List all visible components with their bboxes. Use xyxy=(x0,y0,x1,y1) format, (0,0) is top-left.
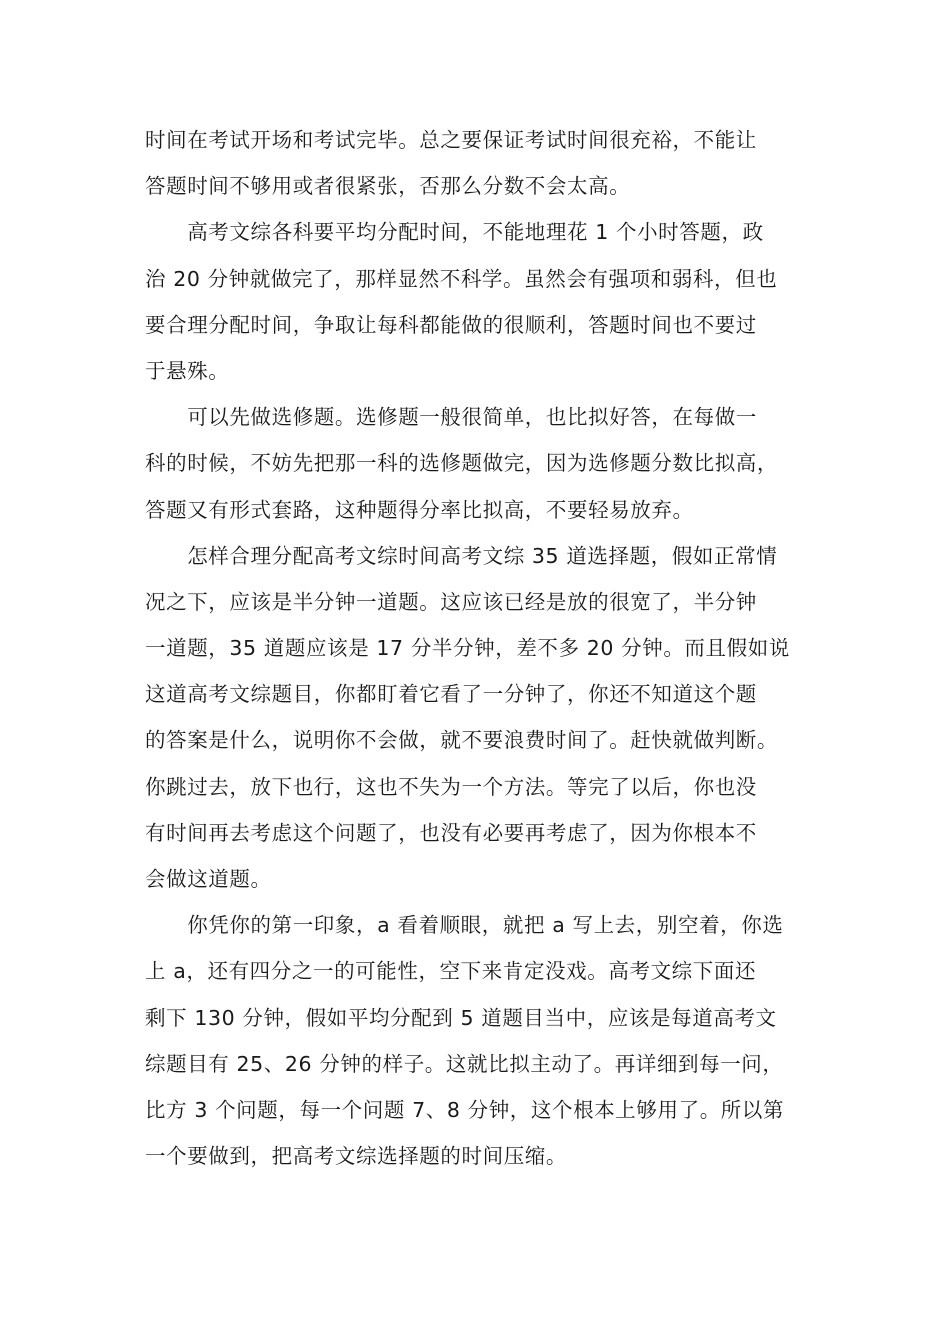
document-body xyxy=(145,117,823,1179)
text-line: 况之下，应该是半分钟一道题。这应该已经是放的很宽了，半分钟 xyxy=(145,589,757,614)
text-line: 时间在考试开场和考试完毕。总之要保证考试时间很充裕，不能让 xyxy=(145,128,757,152)
text-line: 一个要做到，把高考文综选择题的时间压缩。 xyxy=(145,1144,567,1169)
text-line: 比方 3 个问题，每一个问题 7、8 分钟，这个根本上够用了。所以第 xyxy=(145,1097,785,1122)
text-line: 这道高考文综题目，你都盯着它看了一分钟了，你还不知道这个题 xyxy=(145,682,757,707)
text-line: 要合理分配时间，争取让每科都能做的很顺利，答题时间也不要过 xyxy=(145,312,757,337)
text-line: 你跳过去，放下也行，这也不失为一个方法。等完了以后，你也没 xyxy=(145,774,757,799)
text-line: 可以先做选修题。选修题一般很简单，也比拟好答，在每做一 xyxy=(145,405,757,430)
text-line: 答题又有形式套路，这种题得分率比拟高，不要轻易放弃。 xyxy=(145,497,694,522)
text-line: 治 20 分钟就做完了，那样显然不科学。虽然会有强项和弱科，但也 xyxy=(145,266,778,291)
text-line: 剩下 130 分钟，假如平均分配到 5 道题目当中，应该是每道高考文 xyxy=(145,1005,777,1030)
paragraph-3 xyxy=(145,394,823,533)
text-line: 高考文综各科要平均分配时间，不能地理花 1 个小时答题，政 xyxy=(145,220,764,245)
text-line: 有时间再去考虑这个问题了，也没有必要再考虑了，因为你根本不 xyxy=(145,820,757,845)
text-line: 答题时间不够用或者很紧张，否那么分数不会太高。 xyxy=(145,174,631,199)
text-line: 综题目有 25、26 分钟的样子。这就比拟主动了。再详细到每一问， xyxy=(145,1051,784,1076)
text-line: 一道题，35 道题应该是 17 分半分钟，差不多 20 分钟。而且假如说 xyxy=(145,636,790,661)
text-line: 于悬殊。 xyxy=(145,358,230,383)
text-line: 你凭你的第一印象，a 看着顺眼，就把 a 写上去，别空着，你选 xyxy=(145,913,784,938)
text-line: 的答案是什么，说明你不会做，就不要浪费时间了。赶快就做判断。 xyxy=(145,728,778,753)
paragraph-5 xyxy=(145,902,823,1179)
paragraph-2 xyxy=(145,209,823,394)
text-line: 科的时候，不妨先把那一科的选修题做完，因为选修题分数比拟高， xyxy=(145,451,778,476)
text-line: 怎样合理分配高考文综时间高考文综 35 道选择题，假如正常情 xyxy=(145,543,778,568)
text-line: 会做这道题。 xyxy=(145,867,272,891)
paragraph-4 xyxy=(145,533,823,903)
text-line: 上 a，还有四分之一的可能性，空下来肯定没戏。高考文综下面还 xyxy=(145,959,757,984)
paragraph-1 xyxy=(145,117,823,209)
